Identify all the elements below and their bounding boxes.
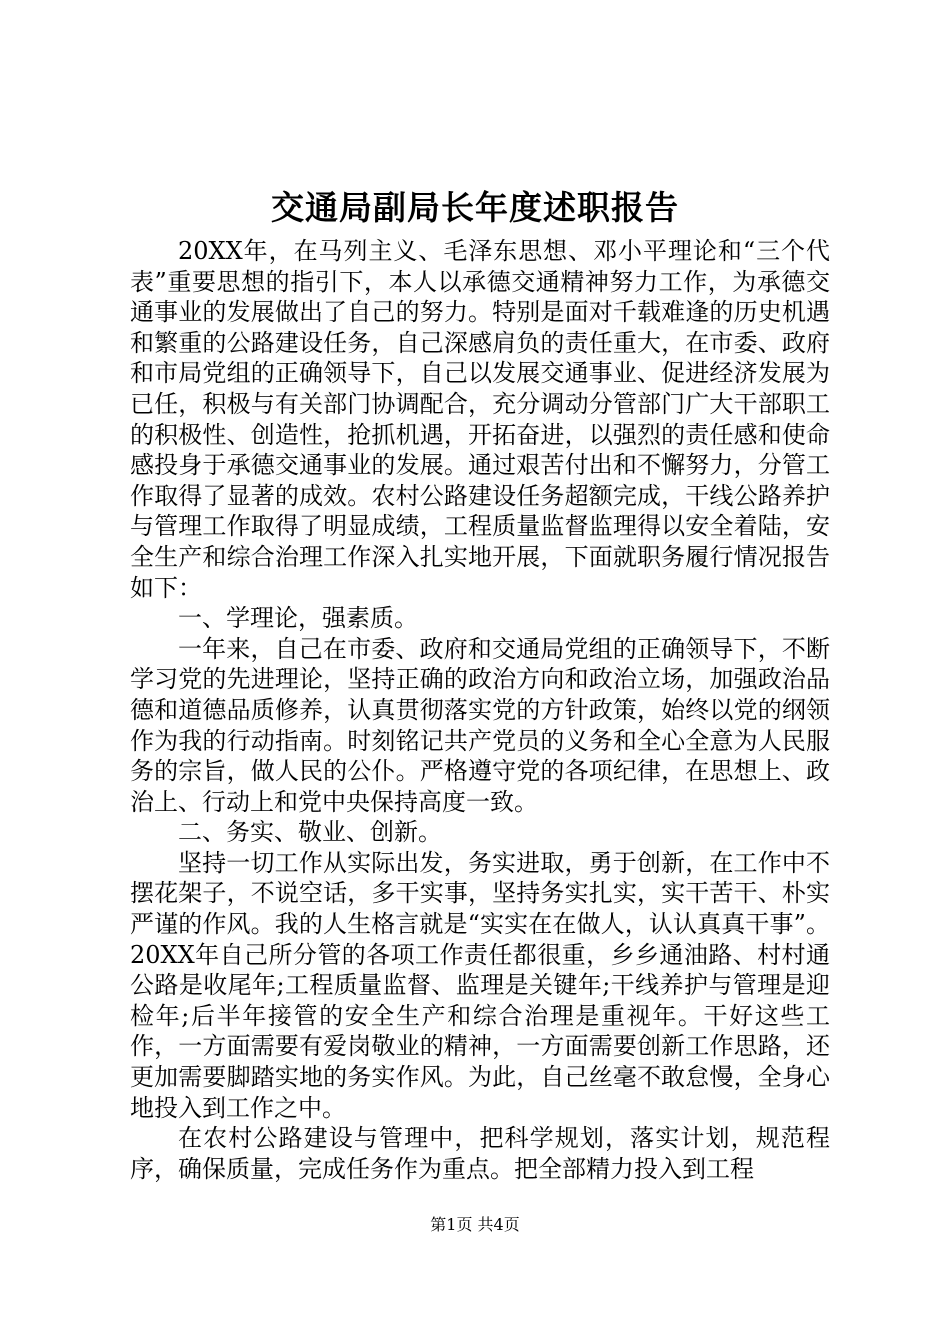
- document-title: 交通局副局长年度述职报告: [271, 188, 679, 227]
- page-number-footer: 第1页 共4页: [430, 1215, 520, 1234]
- paragraph-section-2: 坚持一切工作从实际出发，务实进取，勇于创新，在工作中不摆花架子，不说空话，多干实事，坚持务实扎实，实干苦干、朴实严谨的作风。我的人生格言就是“实实在在做人，认认真真干事”。20XX年自己所分管的各项工作责任都很重，乡乡通油路、村村通公路是收尾年;工程质量监督、监理是关键年;干线养护与管理是迎检年;后半年接管的安全生产和综合治理是重视年。干好这些工作，一方面需要有爱岗敬业的精神，一方面需要创新工作思路，还更加需要脚踏实地的务实作风。为此，自己丝毫不敢怠慢，全身心地投入到工作之中。: [130, 848, 830, 1122]
- document-body: [130, 236, 830, 1184]
- paragraph-rural-roads: 在农村公路建设与管理中，把科学规划，落实计划，规范程序，确保质量，完成任务作为重点。把全部精力投入到工程: [130, 1124, 830, 1183]
- section-heading-2: 二、务实、敬业、创新。: [178, 818, 442, 847]
- paragraph-section-1: 一年来，自己在市委、政府和交通局党组的正确领导下，不断学习党的先进理论，坚持正确的政治方向和政治立场，加强政治品德和道德品质修养，认真贯彻落实党的方针政策，始终以党的纲领作为我的行动指南。时刻铭记共产党员的义务和全心全意为人民服务的宗旨，做人民的公仆。严格遵守党的各项纪律，在思想上、政治上、行动上和党中央保持高度一致。: [130, 634, 830, 816]
- section-heading-1: 一、学理论，强素质。: [178, 604, 418, 633]
- paragraph-intro: 20XX年，在马列主义、毛泽东思想、邓小平理论和“三个代表”重要思想的指引下，本人以承德交通精神努力工作，为承德交通事业的发展做出了自己的努力。特别是面对千载难逢的历史机遇和繁重的公路建设任务，自己深感肩负的责任重大，在市委、政府和市局党组的正确领导下，自己以发展交通事业、促进经济发展为已任，积极与有关部门协调配合，充分调动分管部门广大干部职工的积极性、创造性，抢抓机遇，开拓奋进，以强烈的责任感和使命感投身于承德交通事业的发展。通过艰苦付出和不懈努力，分管工作取得了显著的成效。农村公路建设任务超额完成，干线公路养护与管理工作取得了明显成绩，工程质量监督监理得以安全着陆，安全生产和综合治理工作深入扎实地开展，下面就职务履行情况报告如下：: [130, 237, 830, 602]
